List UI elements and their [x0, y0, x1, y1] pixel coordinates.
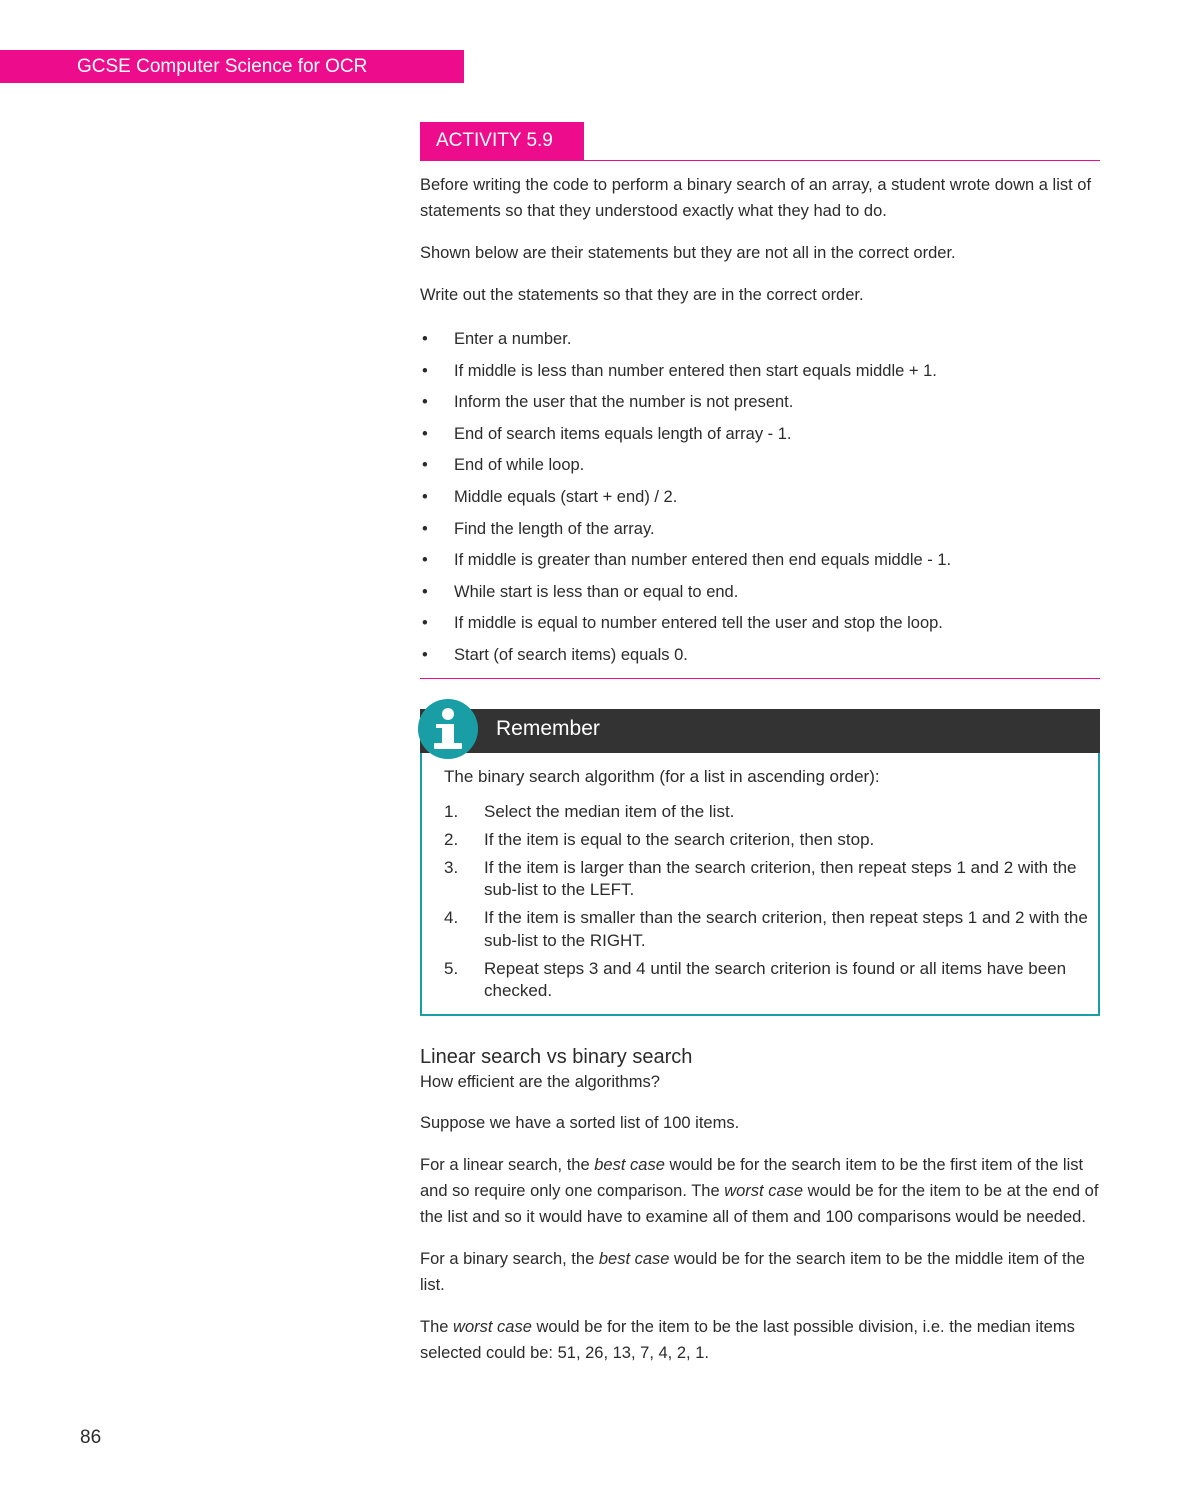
list-item: [422, 829, 1098, 852]
page-number: 86: [80, 1427, 102, 1448]
step-text: Repeat steps 3 and 4 until the search criterion is found or all items have been checked.: [484, 958, 1067, 1001]
step-text: If the item is smaller than the search criterion, then repeat steps 1 and 2 with the sub-list to the RIGHT.: [484, 908, 1088, 950]
list-item: [422, 801, 1098, 824]
step-number: 5.: [444, 958, 459, 978]
list-item: • If middle is less than number entered then start equals middle + 1.: [420, 356, 1100, 388]
bullet-icon: •: [422, 582, 428, 601]
bullet-icon: •: [422, 424, 428, 443]
main-content: [420, 122, 1100, 1366]
step-text: Select the median item of the list.: [484, 801, 735, 821]
list-item: • End of search items equals length of array - 1.: [420, 419, 1100, 451]
paragraph: Suppose we have a sorted list of 100 items.: [420, 1114, 740, 1133]
activity-shown-text: Shown below are their statements but they are not all in the correct order.: [420, 244, 956, 262]
algorithm-steps: [422, 801, 1098, 1003]
list-item: [422, 907, 1098, 952]
activity-label: ACTIVITY 5.9: [420, 122, 584, 160]
activity-divider: [420, 678, 1100, 679]
list-item: • While start is less than or equal to end.: [420, 577, 1100, 609]
list-item: • If middle is equal to number entered tell the user and stop the loop.: [420, 608, 1100, 640]
step-text: If the item is larger than the search criterion, then repeat steps 1 and 2 with the sub-list to the LEFT.: [484, 857, 1077, 900]
step-number: 1.: [444, 801, 459, 821]
list-item: • Enter a number.: [420, 324, 1100, 356]
list-item: • Inform the user that the number is not present.: [420, 387, 1100, 419]
list-item: • Find the length of the array.: [420, 514, 1100, 546]
bullet-icon: •: [422, 645, 428, 664]
list-item: [422, 857, 1098, 902]
activity-intro: Before writing the code to perform a binary search of an array, a student wrote down a list of statements so that they understood exactly what they had to do.: [420, 176, 1092, 220]
bullet-icon: •: [422, 551, 428, 570]
remember-box: [420, 709, 1100, 1017]
bullet-icon: •: [422, 393, 428, 412]
section-subheading: How efficient are the algorithms?: [420, 1073, 660, 1092]
step-number: 3.: [444, 857, 459, 877]
bullet-icon: •: [422, 487, 428, 506]
activity-instruction: Write out the statements so that they are in the correct order.: [420, 286, 864, 304]
running-header: [0, 50, 464, 83]
list-item: • Start (of search items) equals 0.: [420, 640, 1100, 672]
book-title: GCSE Computer Science for OCR: [77, 56, 368, 77]
remember-title: Remember: [496, 716, 600, 740]
paragraph: For a linear search, the best case would be for the search item to be the first item of the list and so require only one comparison. The worst case would be for the item to be at the end of the list and so it would have to examine all of them and 100 comparisons would be needed.: [420, 1156, 1099, 1227]
info-icon: [418, 699, 478, 759]
statement-list: [420, 324, 1100, 672]
bullet-icon: •: [422, 519, 428, 538]
list-item: • Middle equals (start + end) / 2.: [420, 482, 1100, 514]
paragraph: For a binary search, the best case would be for the search item to be the middle item of the list.: [420, 1250, 1085, 1295]
activity-header: [420, 122, 1100, 161]
bullet-icon: •: [422, 614, 428, 633]
paragraph: The worst case would be for the item to be the last possible division, i.e. the median items selected could be: 51, 26, 13, 7, 4, 2, 1.: [420, 1318, 1075, 1363]
bullet-icon: •: [422, 361, 428, 380]
step-number: 2.: [444, 829, 459, 849]
step-number: 4.: [444, 908, 459, 928]
bullet-icon: •: [422, 330, 428, 348]
remember-intro: The binary search algorithm (for a list in ascending order):: [444, 766, 880, 786]
list-item: • End of while loop.: [420, 450, 1100, 482]
section-heading: Linear search vs binary search: [420, 1046, 693, 1069]
bullet-icon: •: [422, 456, 428, 475]
list-item: [422, 958, 1098, 1003]
step-text: If the item is equal to the search criterion, then stop.: [484, 829, 875, 849]
list-item: • If middle is greater than number entered then end equals middle - 1.: [420, 545, 1100, 577]
remember-header: [420, 709, 1100, 753]
